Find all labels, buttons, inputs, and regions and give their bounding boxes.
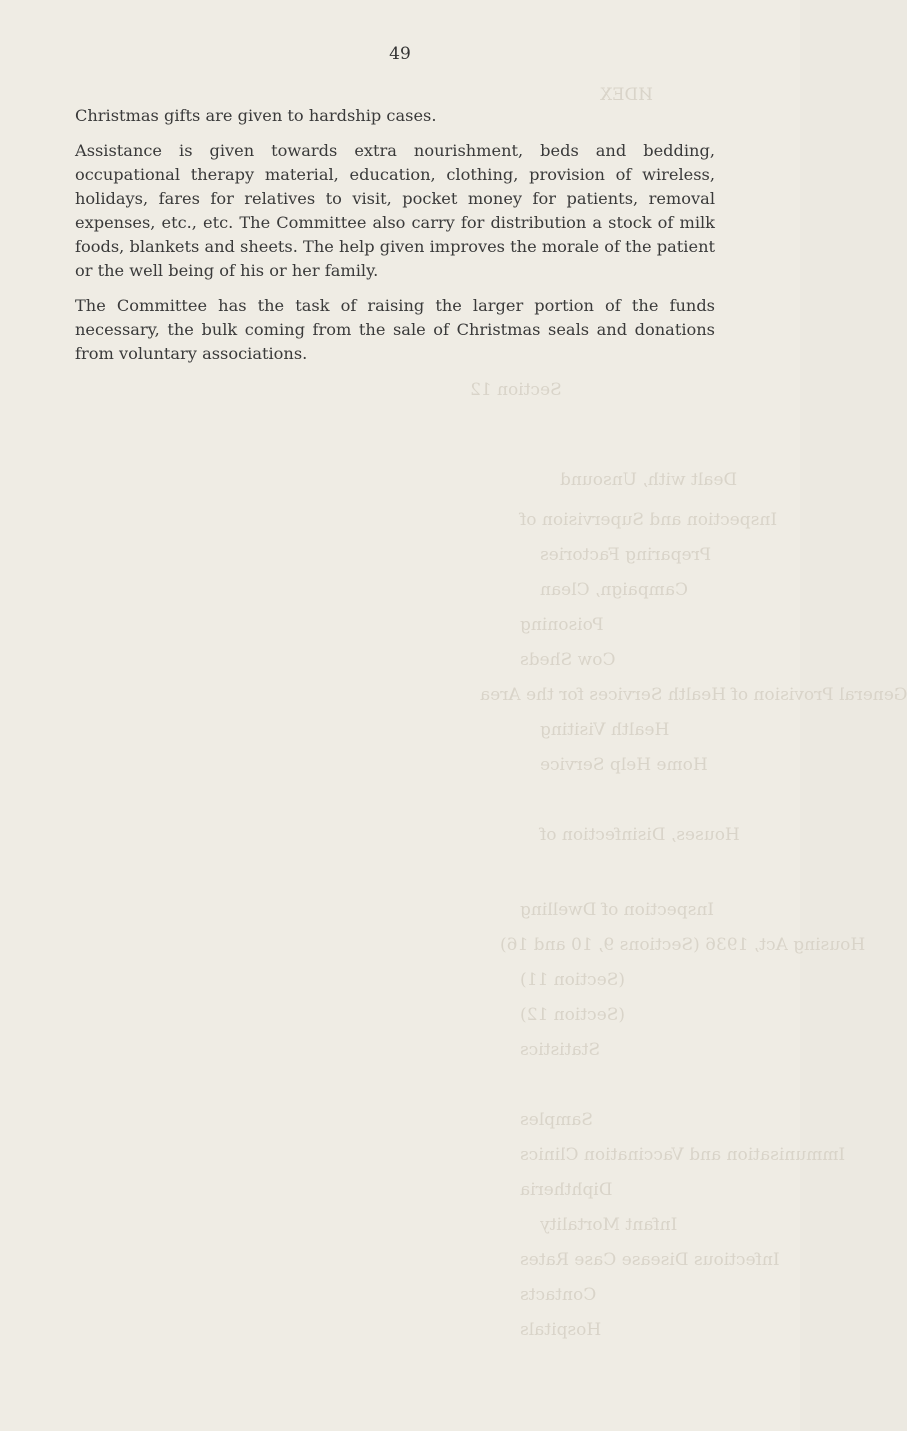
page-number: 49 <box>389 44 411 64</box>
paragraph-committee-funds: The Committee has the task of raising the larger portion of the funds necessary, the bulk coming from the sale of Christmas seals and donations from voluntary associations. <box>75 296 715 363</box>
body-text <box>75 104 715 377</box>
paragraph-assistance: Assistance is given towards extra nourishment, beds and bedding, occupational therapy material, education, clothing, provision of wireless, holidays, fares for relatives to visit, pocket money for patients, removal expenses, etc., etc. The Committee also carry for distribution a stock of milk foods, blankets and sheets. The help given improves the morale of the patient or the well being of his or her family. <box>75 141 715 280</box>
reverse-side-show-through: ИDEX Section 12 Dealt with, Unsound Inspection and Supervision of Preparing Factories Campaign, Clean Poisoning Cow Sheds General Provision of Health Services for the Area Health Visiting Home Help Service Houses, Disinfection of Inspection of Dwelling Housing Act, 1936 (Sections 9, 10 and 16) (Section 11) (Section 12) Statistics Samples Immunisation and Vaccination Clinics Diphtheria Infant Mortality Infectious Disease Case Rates Contacts Hospitals <box>470 85 907 1340</box>
paragraph-christmas-gifts: Christmas gifts are given to hardship cases. <box>75 106 437 125</box>
